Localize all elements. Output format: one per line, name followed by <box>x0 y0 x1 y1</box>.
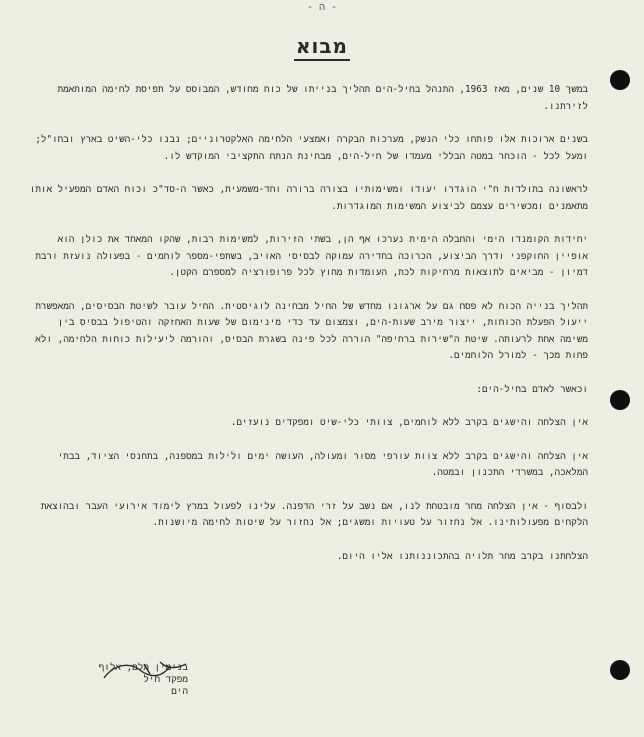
signatory-role: הים <box>171 686 188 697</box>
paragraph: תהליך בנייה הכוח לא פסח גם על ארגונו מחדש של החיל מבחינה לוגיסטית. החיל עובר לשיטת הבסיסים, המאפשרת ייעול הפעלת הכוחות, ייצור מירב שעות-הים, וצמצום עד כדי מינימום של שעות האחזקה והטיפול בבסיס בין משימה אחת לרעותה. שיטת ה"שירות ברחיפה" הוררה לכל פינה בשגרת הבסיס, והורמה ליעילות כוחות הלחימה, ולא פחות מכך - למורל הלוחמים. <box>35 300 588 361</box>
paragraph: וכאשר לאדם בחיל-הים: <box>476 383 588 395</box>
page-number: - ה - <box>306 2 338 13</box>
signatory-name: בנימין תלם, אלוף <box>98 662 188 673</box>
paragraph: אין הצלחה והישגים בקרב ללא צוות עורפי מסור ומעולה, העושה ימים ולילות במספנה, בתחנסי הציוד, בבתי המלאכה, במשרדי התכנון ובמטה. <box>57 450 588 478</box>
paragraph: אין הצלחה והישגים בקרב ללא לוחמים, צוותי כלי-שיט ומפקדים נועזים. <box>230 417 588 428</box>
paragraph: יחידות הקומנדו הימי והחבלה הימית נערכו אף הן, בשתי הזירות, למשימות רבות, שהקו המאחד את כולן הוא אופיין החוקפני ודרך הביצוע, הכרוכה בחדירה עמוקה לבסיסי האויב, בשתפי-מספר לוחמים - בפעולה נועזת ורבת דמיון - מביאים לתוצאות מרחיקות לכת, העומדות מחוץ לכל פרופורציה למספרם הקטן. <box>35 234 588 278</box>
paragraph: לראשונה בתולדות ח"י הוגדרו יעודו ומשימותיו בצורה ברורה וחד-משמעית, כאשר ה-סד"כ וכוח האדם המפעיל אותו מתאמנים ומכשירים עצמם לביצוע המשימות המוגדרות. <box>29 184 588 212</box>
binder-hole <box>610 660 630 680</box>
signature-block <box>98 662 188 698</box>
signatory-role: מפקד חיל <box>143 674 188 685</box>
page-title <box>0 34 644 58</box>
paragraph: הצלחתנו בקרב מחר תלויה בהתכוננותנו אליו היום. <box>336 550 588 562</box>
paragraph: בשנים ארוכות אלו פותחו כלי הנשק, מערכות הבקרה ואמצעי הלחימה האלקטרוניים; נבנו כלי-השיט בארץ ובחו"ל; ומעל לכל - הוכחר במטה הבללי מעמדו של חיל-הים, מבחינת הנתח התקציבי המוקדש לו. <box>35 134 588 162</box>
title-text: מבוא <box>294 34 350 61</box>
paragraph: במשך 10 שנים, מאז 1963, התנהל בחיל-הים תהליך בנייתו של כוח מחודש, המבוסס על תפיסת לחימה המותאמת לזירתנו. <box>57 84 588 112</box>
document-body <box>28 82 614 582</box>
paragraph: ולבסוף - אין הצלחה מחר מובטחת לנו, אם נשב על זרי הדפנה. עלינו לפעול במרץ לימוד אירועי העבר ובהוצאת הלקחים מפעולותינו. אל נחזור על טעויות ומשגים; אל נחזור על שיטות לחימה מיושנות. <box>40 500 588 528</box>
